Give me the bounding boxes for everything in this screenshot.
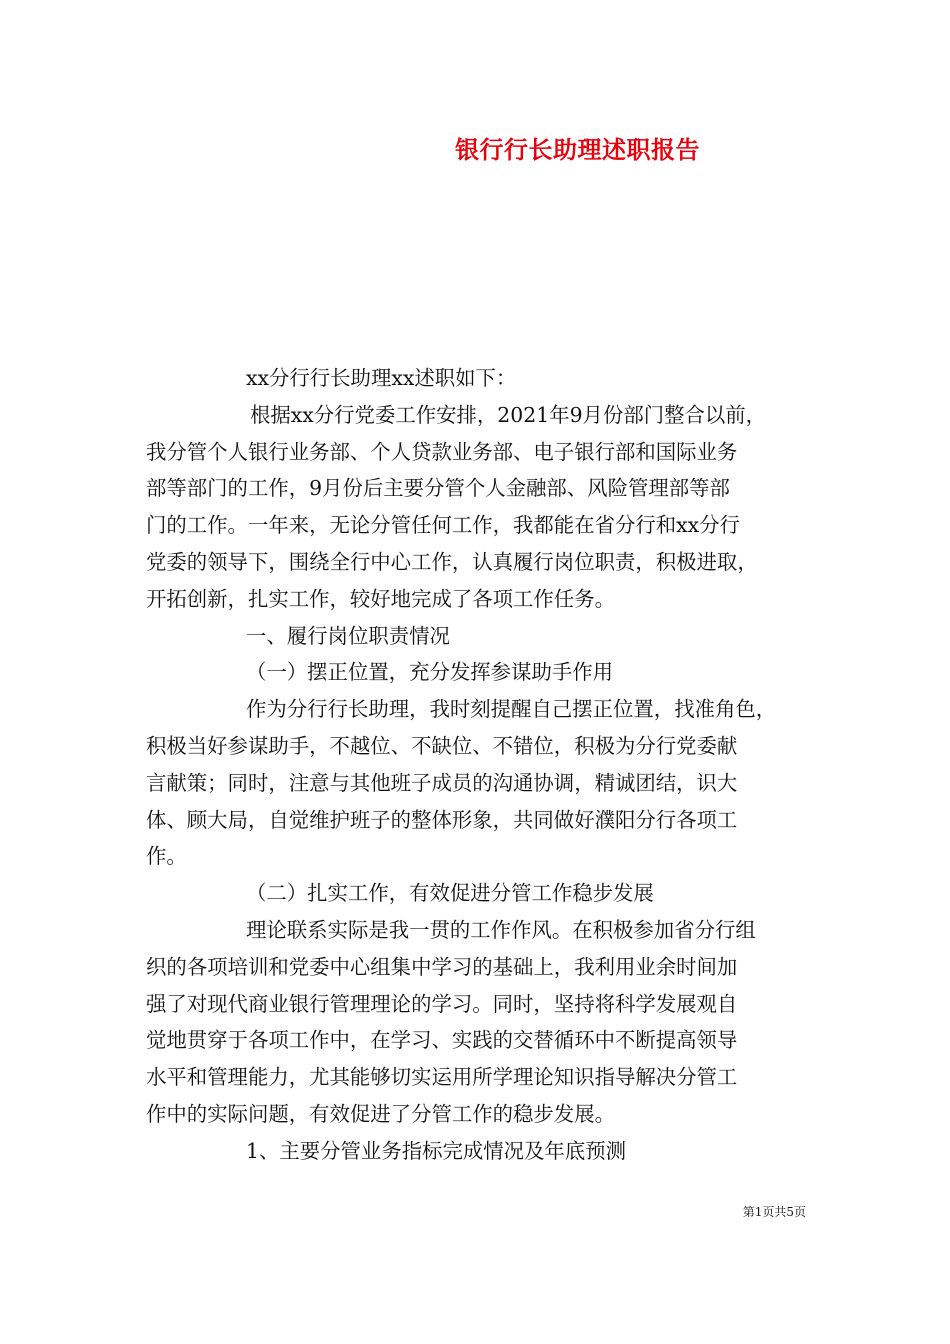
body-line: 我分管个人银行业务部、个人贷款业务部、电子银行部和国际业务 <box>146 439 738 464</box>
document-title: 银行行长助理述职报告 <box>455 135 700 164</box>
subsection-heading: （二）扎实工作，有效促进分管工作稳步发展 <box>246 881 654 906</box>
body-line: 觉地贯穿于各项工作中，在学习、实践的交替循环中不断提高领导 <box>146 1028 738 1053</box>
body-line: 积极当好参谋助手，不越位、不缺位、不错位，积极为分行党委献 <box>146 733 738 758</box>
body-line: 强了对现代商业银行管理理论的学习。同时，坚持将科学发展观自 <box>146 991 738 1016</box>
body-line: xx分行行长助理xx述职如下： <box>246 366 517 390</box>
body-line: 开拓创新，扎实工作，较好地完成了各项工作任务。 <box>146 586 615 611</box>
section-heading: 一、履行岗位职责情况 <box>246 623 450 648</box>
body-line: 作为分行行长助理，我时刻提醒自己摆正位置，找准角色， <box>246 697 777 722</box>
body-line: 水平和管理能力，尤其能够切实运用所学理论知识指导解决分管工 <box>146 1065 738 1090</box>
body-line: 作。 <box>146 844 187 869</box>
body-line: 门的工作。一年来，无论分管任何工作，我都能在省分行和xx分行 <box>146 513 740 538</box>
body-line: 体、顾大局，自觉维护班子的整体形象，共同做好濮阳分行各项工 <box>146 807 738 832</box>
body-line: 作中的实际问题，有效促进了分管工作的稳步发展。 <box>146 1101 615 1126</box>
body-line: 部等部门的工作，9月份后主要分管个人金融部、风险管理部等部 <box>146 476 730 501</box>
body-line: 织的各项培训和党委中心组集中学习的基础上，我利用业余时间加 <box>146 954 738 979</box>
body-line: 根据xx分行党委工作安排，2021年9月份部门整合以前， <box>250 402 767 427</box>
page-footer: 第1页共5页 <box>742 1205 806 1219</box>
subsection-heading: （一）摆正位置，充分发挥参谋助手作用 <box>246 660 614 685</box>
body-line: 党委的领导下，围绕全行中心工作，认真履行岗位职责，积极进取， <box>146 549 758 574</box>
item-heading: 1、主要分管业务指标完成情况及年底预测 <box>246 1138 627 1163</box>
body-line: 理论联系实际是我一贯的工作作风。在积极参加省分行组 <box>246 917 756 942</box>
body-line: 言献策；同时，注意与其他班子成员的沟通协调，精诚团结，识大 <box>146 770 738 795</box>
document-body <box>146 360 826 1170</box>
